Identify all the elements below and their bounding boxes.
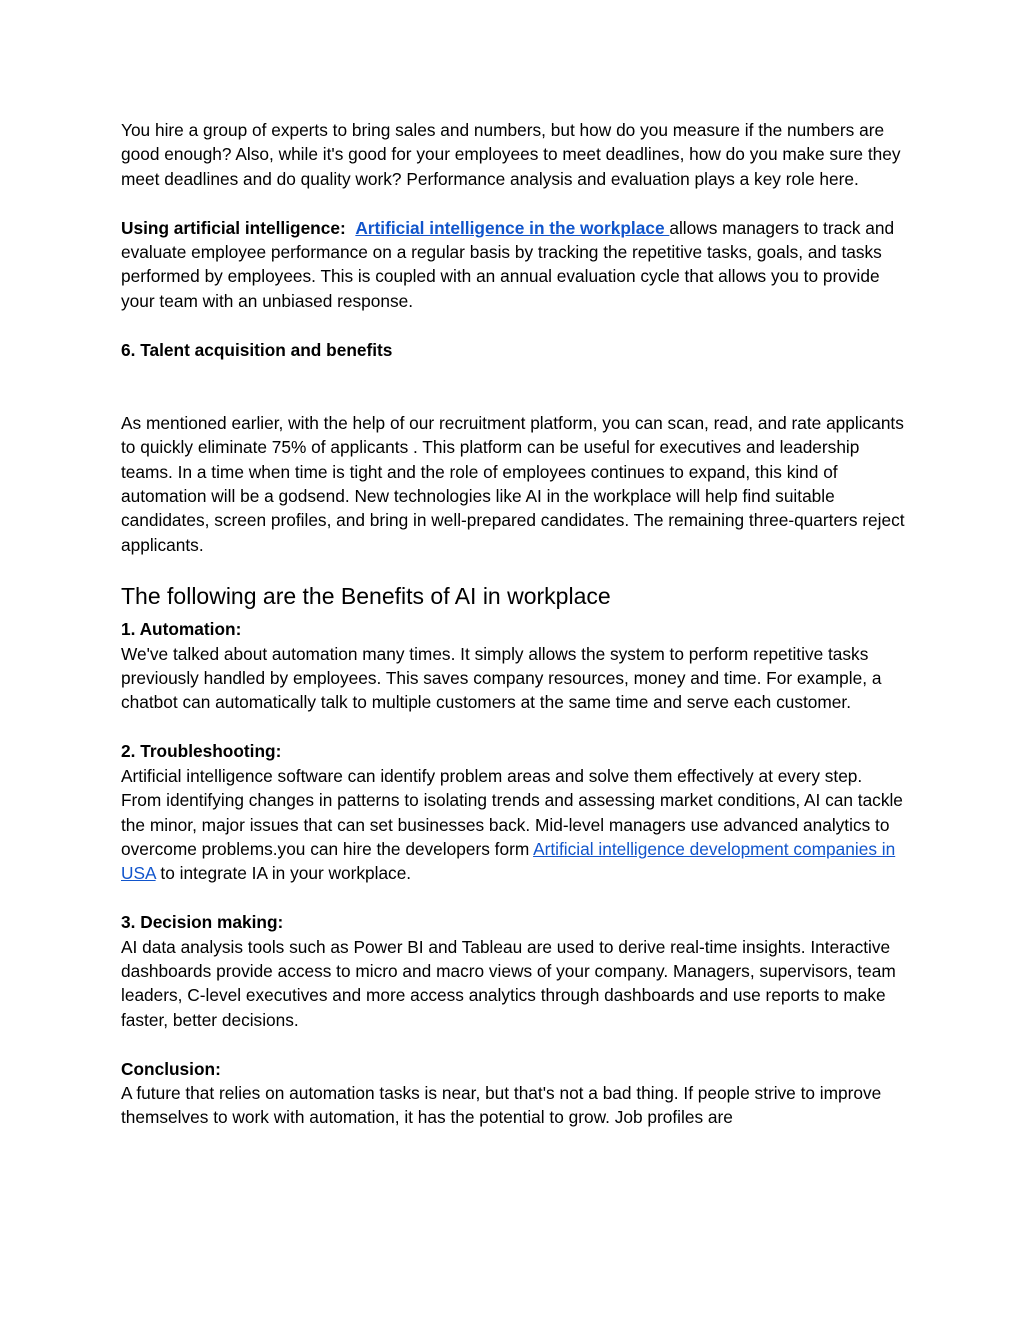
spacer [121, 886, 907, 910]
automation-heading: 1. Automation: [121, 619, 242, 640]
spacer [121, 313, 907, 337]
benefits-heading: The following are the Benefits of AI in workplace [121, 583, 611, 610]
spacer [121, 715, 907, 739]
ai-development-companies-link[interactable]: Artificial intelligence development companies in USA [121, 838, 896, 884]
intro-paragraph: You hire a group of experts to bring sales and numbers, but how do you measure if the numbers are good enough? Also, while it's good for your employees to meet deadlines, how do you make sure they meet deadlines and do quality work? Performance analysis and evaluation plays a key role here. [121, 120, 901, 189]
spacer [121, 1032, 907, 1056]
troubleshooting-text-end: to integrate IA in your workplace. [155, 863, 412, 884]
spacer [121, 362, 907, 411]
decision-paragraph: AI data analysis tools such as Power BI and Tableau are used to derive real-time insights. Interactive dashboards provide access to micro and macro views of your company. Managers, supervisors, team leaders, C-level executives and more access analytics through dashboards and use reports to make faster, better decisions. [121, 936, 896, 1030]
talent-heading: 6. Talent acquisition and benefits [121, 339, 393, 360]
troubleshooting-paragraph [121, 764, 907, 886]
conclusion-heading: Conclusion: [121, 1058, 221, 1079]
ai-evaluation-paragraph [121, 216, 907, 314]
decision-heading: 3. Decision making: [121, 912, 284, 933]
spacer [121, 191, 907, 215]
automation-paragraph: We've talked about automation many times. It simply allows the system to perform repetitive tasks previously handled by employees. This saves company resources, money and time. For example, a chatbot can automatically talk to multiple customers at the same time and serve each customer. [121, 643, 882, 713]
conclusion-paragraph: A future that relies on automation tasks is near, but that's not a bad thing. If people strive to improve themselves to work with automation, it has the potential to grow. Job profiles are [121, 1082, 882, 1128]
talent-paragraph: As mentioned earlier, with the help of our recruitment platform, you can scan, read, and rate applicants to quickly eliminate 75% of applicants . This platform can be useful for executives and leadership teams. In a time when time is tight and the role of employees continues to expand, this kind of automation will be a godsend. New technologies like AI in the workplace will help find suitable candidates, screen profiles, and bring in well-prepared candidates. The remaining three-quarters reject applicants. [121, 412, 905, 555]
ai-evaluation-label: Using artificial intelligence: [121, 217, 346, 238]
ai-evaluation-text: allows managers to track and evaluate employee performance on a regular basis by tracking the repetitive tasks, goals, and tasks performed by employees. This is coupled with an annual evaluation cycle that allows you to provide your team with an unbiased response. [121, 217, 895, 311]
ai-workplace-link[interactable]: Artificial intelligence in the workplace [355, 217, 670, 238]
document-page [121, 118, 907, 1130]
troubleshooting-text: Artificial intelligence software can identify problem areas and solve them effectively at every step. From identifying changes in patterns to isolating trends and assessing market conditions, AI can tackle the minor, major issues that can set businesses back. Mid-level managers use advanced analytics to overcome problems.you can hire the developers form [121, 765, 903, 859]
troubleshooting-heading: 2. Troubleshooting: [121, 741, 282, 762]
